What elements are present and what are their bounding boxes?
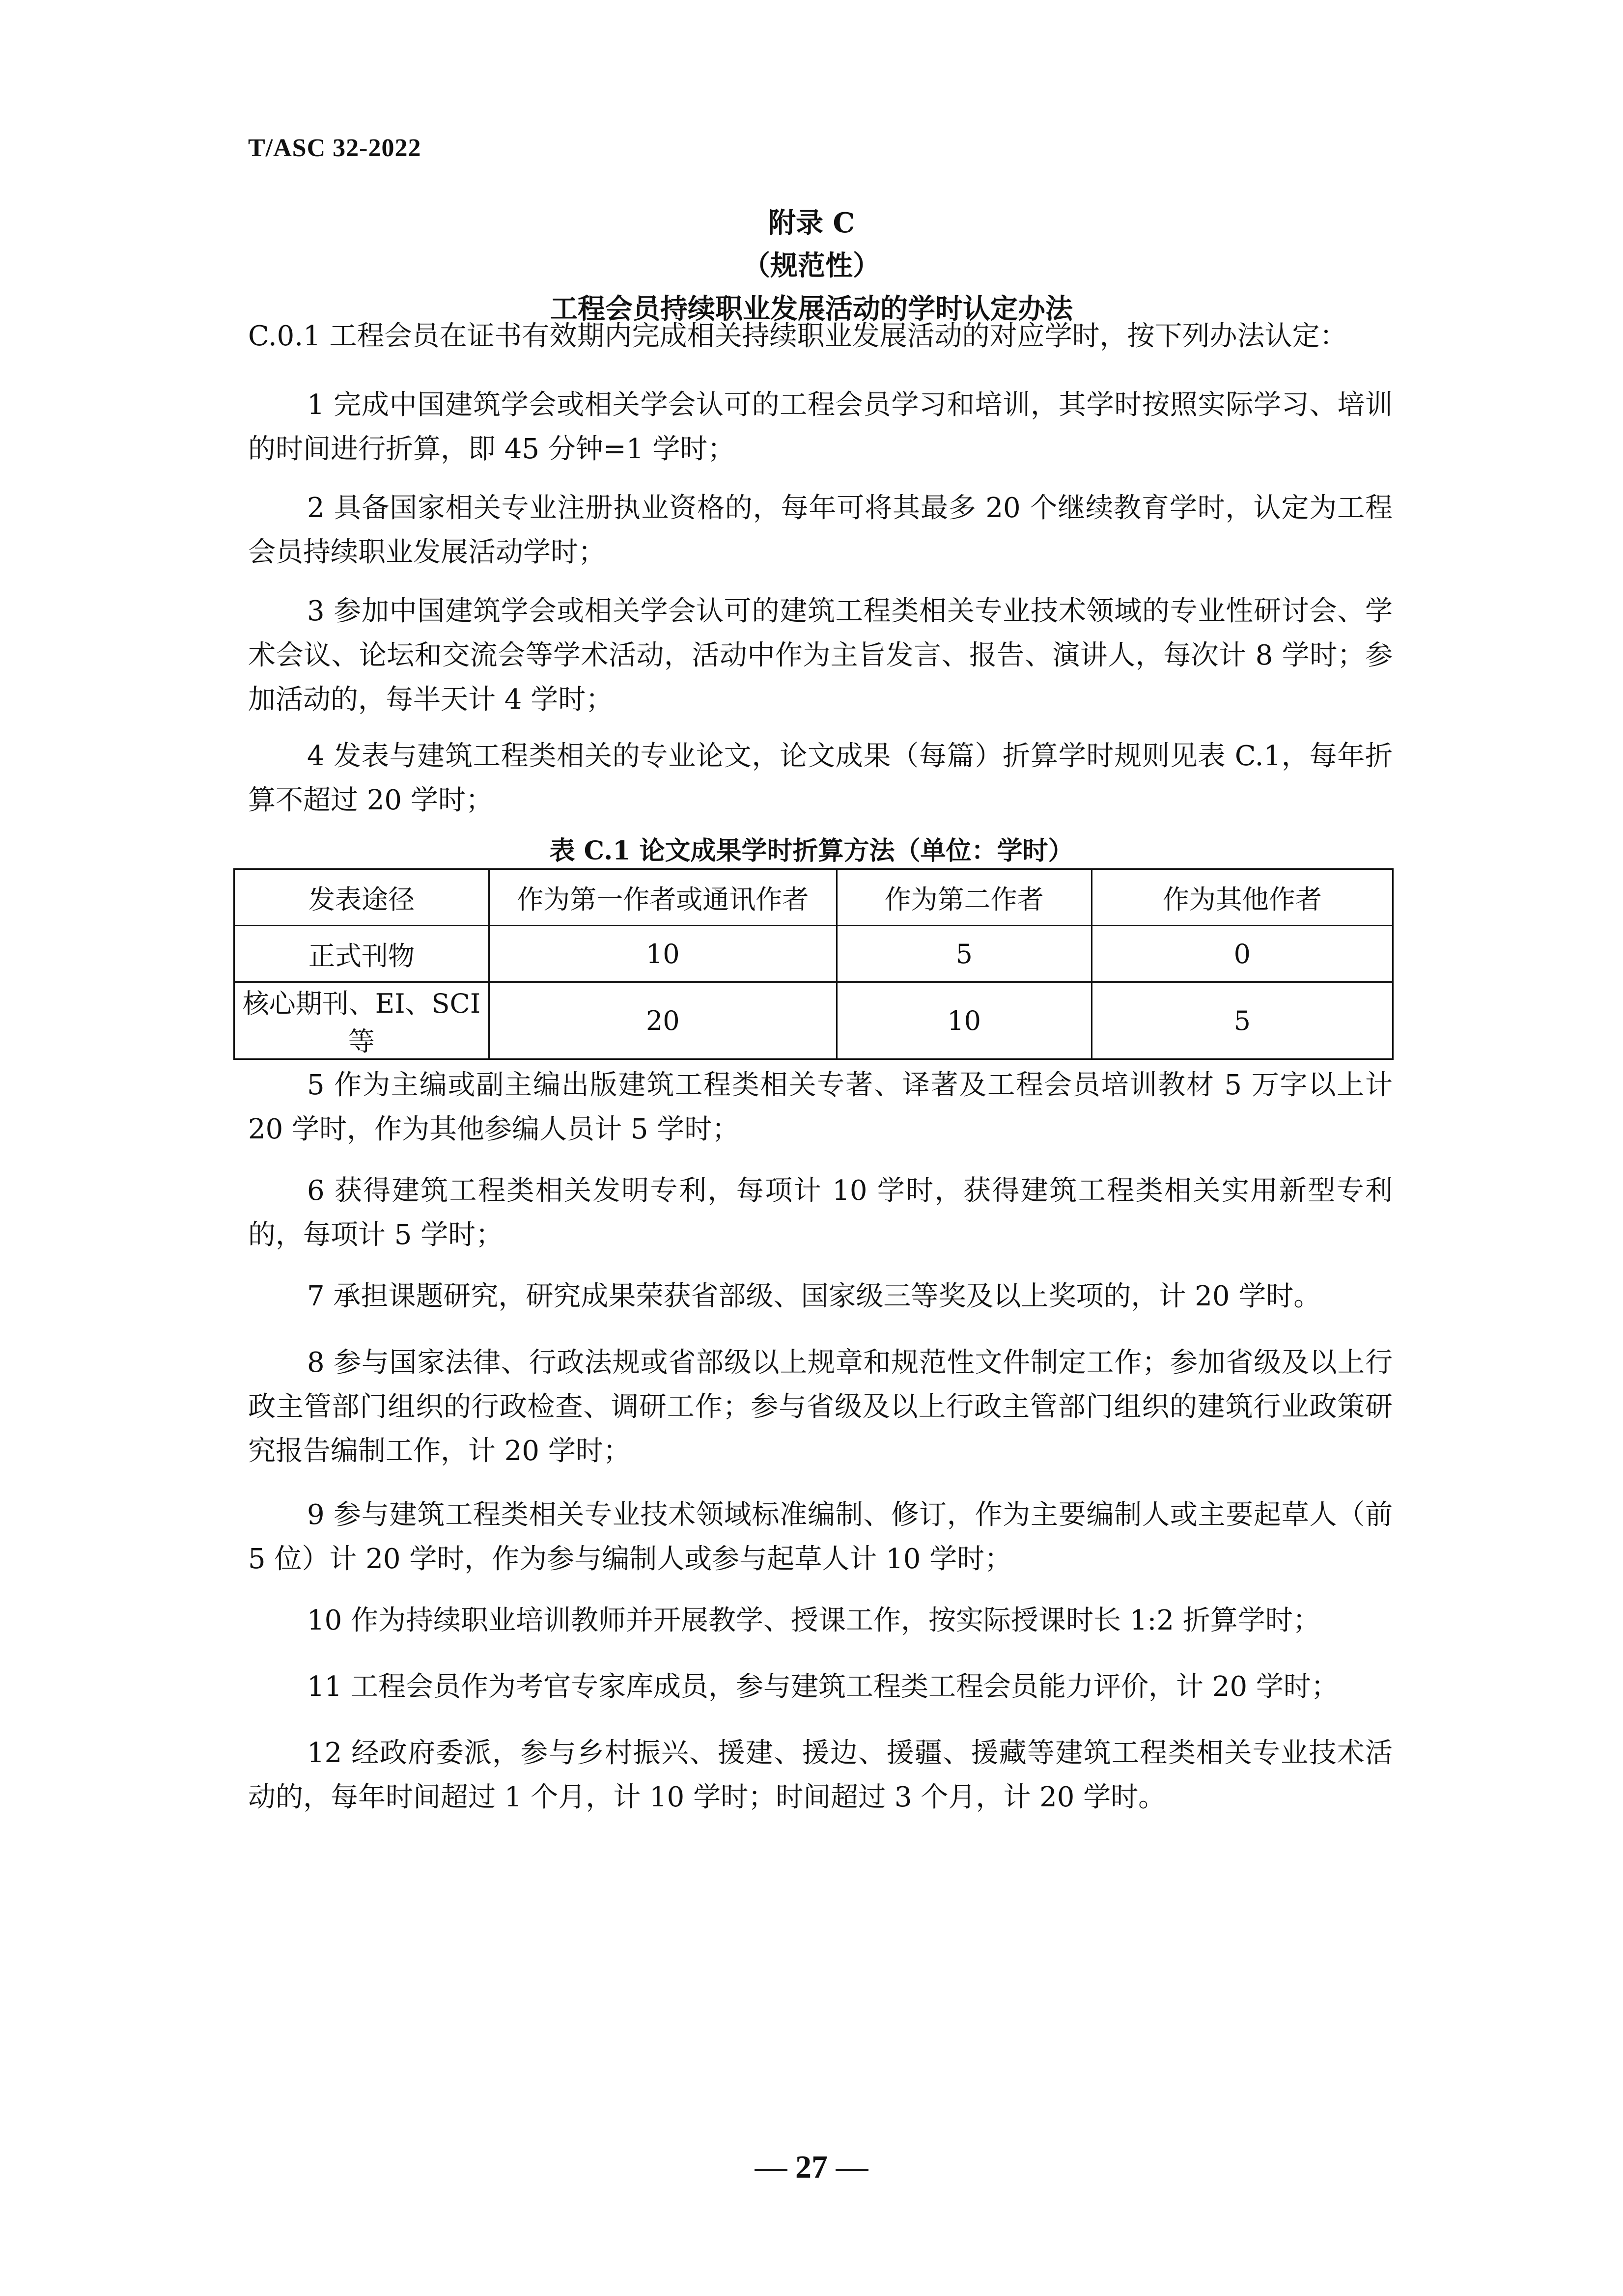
table-cell: 10 [837,982,1091,1059]
table-header-cell: 作为第一作者或通讯作者 [489,869,837,926]
list-item: 7 承担课题研究，研究成果荣获省部级、国家级三等奖及以上奖项的，计 20 学时。 [307,1280,1321,1312]
table-row [234,926,1393,982]
table-cell: 5 [837,926,1091,982]
appendix-title: 工程会员持续职业发展活动的学时认定办法 [550,293,1073,325]
appendix-label: 附录 C [768,207,855,239]
table-cell: 20 [489,982,837,1059]
standard-code: T/ASC 32-2022 [248,134,421,162]
list-item: 2 具备国家相关专业注册执业资格的，每年可将其最多 20 个继续教育学时，认定为工程会员持续职业发展活动学时； [248,492,1393,568]
page-number: — 27 — [755,2149,868,2185]
list-item: 12 经政府委派，参与乡村振兴、援建、援边、援疆、援藏等建筑工程类相关专业技术活动的，每年时间超过 1 个月，计 10 学时；时间超过 3 个月，计 20 学时。 [248,1737,1393,1813]
list-item: 3 参加中国建筑学会或相关学会认可的建筑工程类相关专业技术领域的专业性研讨会、学术会议、论坛和交流会等学术活动，活动中作为主旨发言、报告、演讲人，每次计 8 学时；参加活动的，每半天计 4 学时； [248,595,1393,716]
table-cell: 核心期刊、EI、SCI 等 [234,982,489,1059]
appendix-type: （规范性） [743,249,880,282]
list-item: 4 发表与建筑工程类相关的专业论文，论文成果（每篇）折算学时规则见表 C.1，每年折算不超过 20 学时； [248,740,1393,816]
list-item: 1 完成中国建筑学会或相关学会认可的工程会员学习和培训，其学时按照实际学习、培训的时间进行折算，即 45 分钟=1 学时； [248,389,1393,465]
table-cell: 10 [489,926,837,982]
table-row [234,982,1393,1059]
table-header-cell: 作为第二作者 [837,869,1091,926]
table-caption: 表 C.1 论文成果学时折算方法（单位：学时） [549,836,1074,866]
table-cell: 0 [1091,926,1393,982]
paper-hours-table [233,868,1394,1060]
list-item: 10 作为持续职业培训教师并开展教学、授课工作，按实际授课时长 1:2 折算学时； [307,1604,1320,1636]
table-cell: 5 [1091,982,1393,1059]
list-item: 11 工程会员作为考官专家库成员，参与建筑工程类工程会员能力评价，计 20 学时； [307,1671,1339,1703]
table-cell: 正式刊物 [234,926,489,982]
list-item: 6 获得建筑工程类相关发明专利，每项计 10 学时，获得建筑工程类相关实用新型专利的，每项计 5 学时； [248,1175,1393,1251]
intro-clause: C.0.1 工程会员在证书有效期内完成相关持续职业发展活动的对应学时，按下列办法认定： [248,320,1347,352]
list-item: 8 参与国家法律、行政法规或省部级以上规章和规范性文件制定工作；参加省级及以上行政主管部门组织的行政检查、调研工作；参与省级及以上行政主管部门组织的建筑行业政策研究报告编制工作，计 20 学时； [248,1347,1393,1467]
list-item: 9 参与建筑工程类相关专业技术领域标准编制、修订，作为主要编制人或主要起草人（前 5 位）计 20 学时，作为参与编制人或参与起草人计 10 学时； [248,1499,1393,1575]
table-header-cell: 发表途径 [234,869,489,926]
list-item: 5 作为主编或副主编出版建筑工程类相关专著、译著及工程会员培训教材 5 万字以上计 20 学时，作为其他参编人员计 5 学时； [248,1069,1393,1145]
table-header-row [234,869,1393,926]
table-header-cell: 作为其他作者 [1091,869,1393,926]
